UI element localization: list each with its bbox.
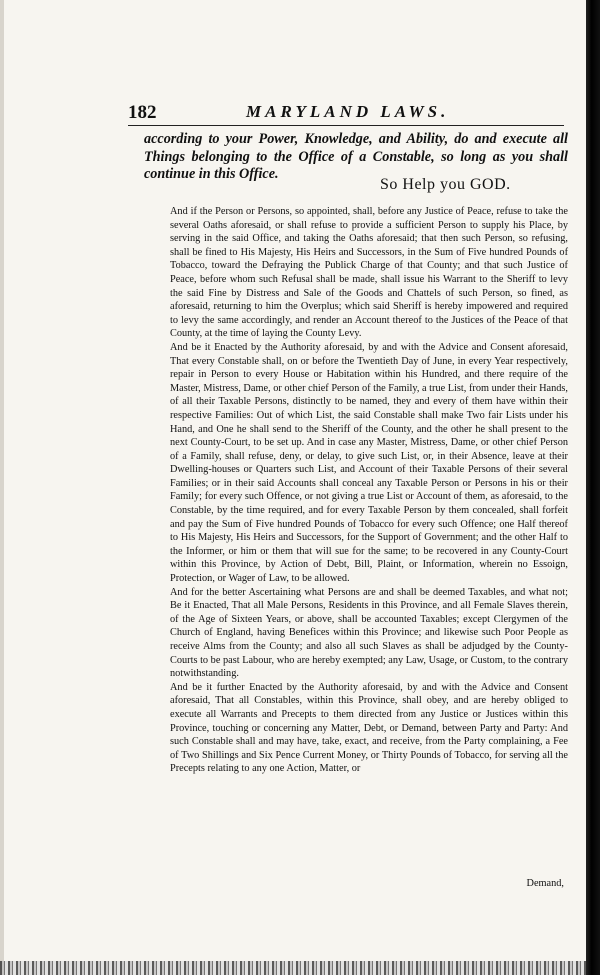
paragraph-taxable-lists: And be it Enacted by the Authority aforesaid, by and with the Advice and Consent aforesaid, That every Constable shall, on or before the Twentieth Day of June, in every Year respectively, repair in Person to every House or Habitation within his Hundred, and there require of the Master, Mistress, Dame, or other chief Person of the Family, a true List, from under their Hands, of all their Taxable Persons, distinctly to be named, they and every of them have within their respective Families: Out of which List, the said Constable shall make Two fair Lists under his Hand, and One he shall send to the Sheriff of the County, and the other he shall present to the next County-Court, to be set up. And in case any Master, Mistress, Dame, or other chief Person of a Family, shall refuse, deny, or delay, to give such List, or, in their Absence, leave at their Dwelling-houses or Quarters such List, and Account of their Taxable Persons of their several Families; or in their said Accounts shall conceal any Taxable Person or Persons in his or their Family; for every such Offence, or not giving a true List or Account of them, as aforesaid, to the Constable, by the time required, and for every Taxable Person by them concealed, shall forfeit and pay the Sum of Five hundred Pounds of Tobacco for every such Offence; one Half thereof to His Majesty, His Heirs and Successors, for the Support of Government; and the other Half to the Informer, or him or them that will sue for the same; to be recovered in any County-Court within this Province, by Action of Debt, Bill, Plaint, or Information, wherein no Essoign, Protection, or Wager of Law, to be allowed. — [170, 341, 568, 585]
scan-left-edge — [0, 0, 4, 975]
catchword: Demand, — [526, 878, 564, 889]
scan-right-edge — [586, 0, 600, 975]
paragraph-refusal-fine: And if the Person or Persons, so appointed, shall, before any Justice of Peace, refuse to take the several Oaths aforesaid, or shall refuse to provide a sufficient Person to supply his Place, by serving in the said Office, and taking the Oaths aforesaid; that then such Person, so refusing, shall be fined to His Majesty, His Heirs and Successors, in the Sum of Five hundred Pounds of Tobacco, toward the Defraying the Publick Charge of that County; and that such Justice of Peace, before whom such Refusal shall be made, shall issue his Warrant to the Sheriff to levy the said Fine by Distress and Sale of the Goods and Chattels of such Person, so fined, as aforesaid, returning to him the Overplus; which said Sheriff is hereby impowered and required to levy the same accordingly, and render an Account thereof to the Justices of the Peace of that County, at the time of laying the County Levy. — [170, 206, 568, 340]
page-number: 182 — [128, 102, 157, 123]
page-header — [128, 100, 566, 126]
oath-closing: So Help you GOD. — [380, 176, 511, 193]
running-head: MARYLAND LAWS. — [246, 102, 450, 121]
scan-bottom-edge — [0, 961, 586, 975]
paragraph-constable-warrants: And be it further Enacted by the Authority aforesaid, by and with the Advice and Consent aforesaid, That all Constables, within this Province, shall obey, and are hereby obliged to execute all Warrants and Precepts to them directed from any Justice or Justices within this Province, touching or concerning any Matter, Debt, or Demand, between Party and Party: And such Constable shall and may have, take, exact, and receive, from the Party complaining, a Fee of Two Shillings and Six Pence Current Money, or Thirty Pounds of Tobacco, for serving all the Precepts relating to any one Action, Matter, or — [170, 681, 568, 775]
paragraph-taxables-defined: And for the better Ascertaining what Persons are and shall be deemed Taxables, and what not; Be it Enacted, That all Male Persons, Residents in this Province, and all Female Slaves therein, of the Age of Sixteen Years, or above, shall be accounted Taxables; except Clergymen of the Church of England, having Benefices within this Province; and likewise such Poor People as receive Alms from the County; and also all such Slaves as shall be adjudged by the County-Courts to be past Labour, who are hereby exempted; any Law, Usage, or Custom, to the contrary notwithstanding. — [170, 586, 568, 680]
oath-text: according to your Power, Knowledge, and Ability, do and execute all Things belonging to the Office of a Constable, so long as you shall continue in this Office. — [144, 131, 568, 182]
header-rule — [128, 125, 564, 126]
body-text — [170, 205, 568, 776]
